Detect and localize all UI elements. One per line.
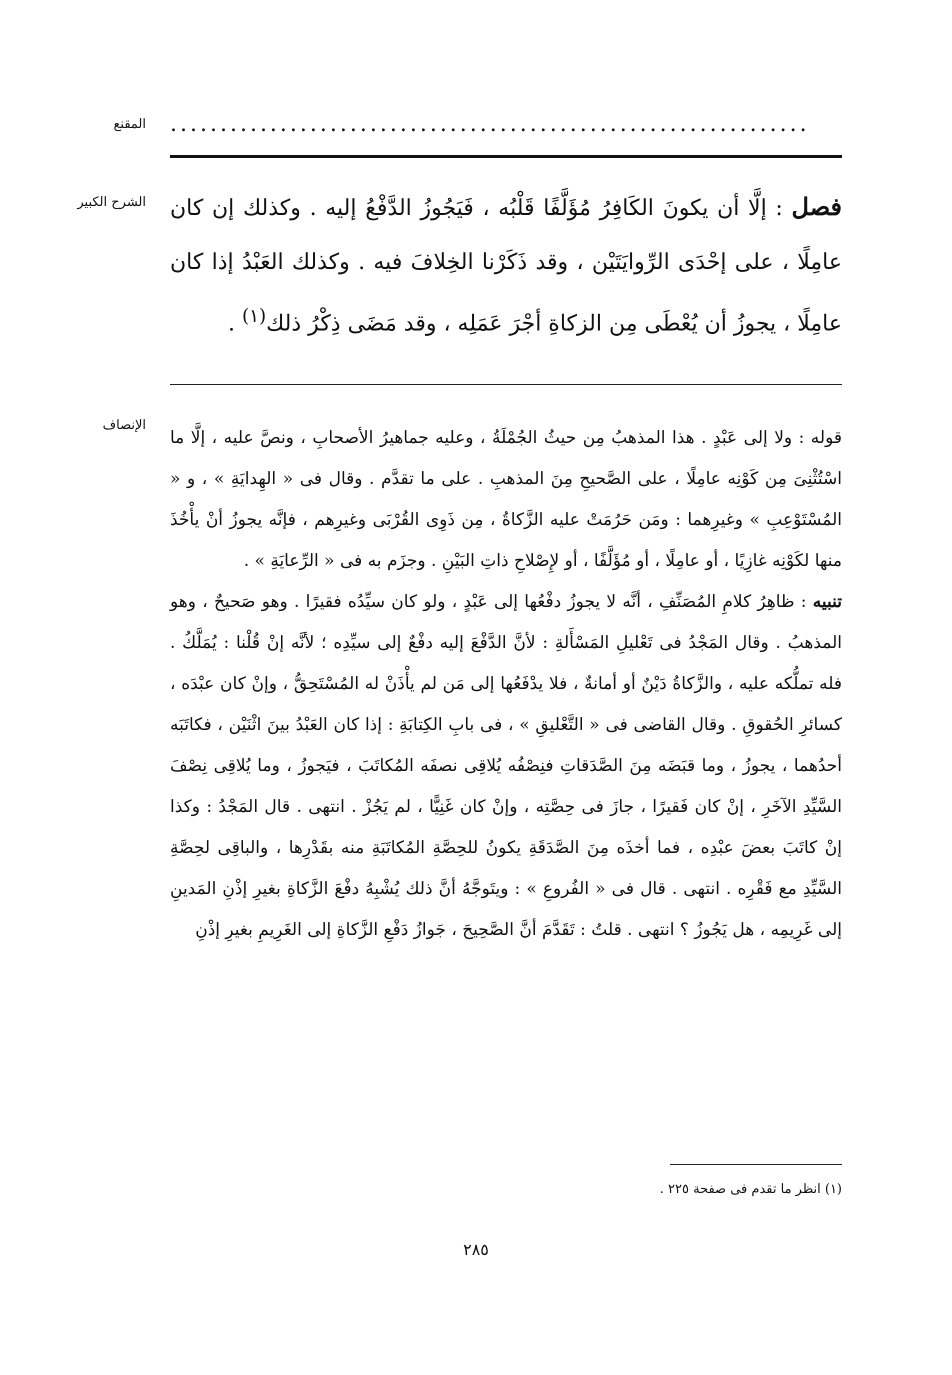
tanbih-label: تنبيه	[812, 592, 842, 612]
insaf-paragraph-2	[170, 582, 842, 951]
fasl-label: فصل	[791, 192, 842, 221]
insaf-paragraph-1: قوله : ولا إلى عَبْدٍ . هذا المذهبُ مِن حيثُ الجُمْلَةُ ، وعليه جماهيرُ الأصحابِ ، ونصَّ عليه ، إلَّا ما اسْتُثْنِىَ مِن كَوْنِه عامِلًا ، على الصَّحيحِ مِنَ المذهبِ . على ما تقدَّم . وقال فى « الهِدايَةِ » ، و « المُسْتَوْعِبِ » وغيرِهما : ومَن حَرُمَتْ عليه الزَّكاةُ ، مِن ذَوِى القُرْبَى وغيرِهم ، فإنَّه يجوزُ أنْ يأْخُذَ منها لكَوْنِه غازِيًا ، أو عامِلًا ، أو مُؤَلَّفًا ، أو لإِصْلاحِ ذاتِ البَيْنِ . وجزَم به فى « الرِّعايَةِ » .	[170, 428, 842, 571]
sharh-text: : إلَّا أن يكونَ الكَافِرُ مُؤَلَّفًا قَلْبُه ، فَيَجُوزُ الدَّفْعُ إليه . وكذلك إن كان عامِلًا ، على إحْدَى الرِّوايَتَيْن ، وقد ذَكَرْنا الخِلافَ فيه . وكذلك العَبْدُ إذا كان عامِلًا ، يجوزُ أن يُعْطَى مِن الزكاةِ أجْرَ عَمَلِه ، وقد مَضَى ذِكْرُ ذلك	[170, 196, 842, 337]
side-label-insaf: الإنصاف	[102, 418, 146, 433]
sharh-section	[170, 180, 842, 351]
sharh-paragraph	[170, 180, 842, 351]
footnote-rule	[670, 1164, 842, 1165]
footnote-ref: (١)	[241, 306, 267, 327]
header-label: المقنع	[113, 117, 146, 132]
section-divider	[170, 384, 842, 385]
footnote: (١) انظر ما تقدم فى صفحة ٢٢٥ .	[659, 1182, 842, 1197]
insaf-paragraph-2-text: : ظاهِرُ كلامِ المُصَنِّفِ ، أنَّه لا يجوزُ دفْعُها إلى عَبْدٍ ، ولو كان سيِّدُه فقيرًا . وهو صَحيحٌ ، وهو المذهبُ . وقال المَجْدُ فى تَعْليلِ المَسْأَلةِ : لأنَّ الدَّفْعَ إليه دفْعٌ إلى سيِّدِه ؛ لأنَّه إنْ قُلْنا : يُمَلَّكُ . فله تملُّكه عليه ، والزَّكاةُ دَيْنٌ أو أمانةٌ ، فلا يدْفَعُها إلى مَن لم يأْذَنْ له المُسْتَحِقُّ ، وإنْ كان عبْدَه ، كسائرِ الحُقوقِ . وقال القاضى فى « التَّعْليقِ » ، فى بابِ الكِتابَةِ : إذا كان العَبْدُ بينَ اثْنَيْن ، فكاتَبَه أحدُهما ، يجوزُ ، وما قبَضَه مِنَ الصَّدَقاتِ فنِصْفُه يُلاقِى نصفَه المُكاتَبَ ، فيَجوزُ ، وما يُلاقِى نِصْفَ السَّيِّدِ الآخَرِ ، إنْ كان فَقيرًا ، جازَ فى حِصَّتِه ، وإنْ كان غَنِيًّا ، لم يَجُزْ . انتهى . قال المَجْدُ : وكذا إنْ كاتَبَ بعضَ عبْدِه ، فما أخذَه مِنَ الصَّدَقَةِ يكونُ للحِصَّةِ المُكاتَبَةِ منه بقَدْرِها ، والباقِى لحِصَّةِ السَّيِّدِ مع فَقْرِه . انتهى . قال فى « الفُروعِ » : ويتَوجَّهُ أنَّ ذلك يُشْبِهُ دفْعَ الزَّكاةِ بغيرِ إذْنِ المَدينِ إلى غَرِيمِه ، هل يَجُوزُ ؟ انتهى . قلتُ : تَقَدَّمَ أنَّ الصَّحِيحَ ، جَوازُ دَفْعِ الزَّكاةِ إلى الغَرِيمِ بغيرِ إذْنِ	[170, 592, 842, 940]
side-label-sharh: الشرح الكبير	[77, 195, 146, 210]
header-dot-leader: ................................................................	[170, 112, 810, 136]
page-number: ٢٨٥	[463, 1240, 489, 1259]
header-rule	[170, 155, 842, 158]
sharh-end: .	[227, 311, 242, 337]
insaf-section	[170, 418, 842, 951]
